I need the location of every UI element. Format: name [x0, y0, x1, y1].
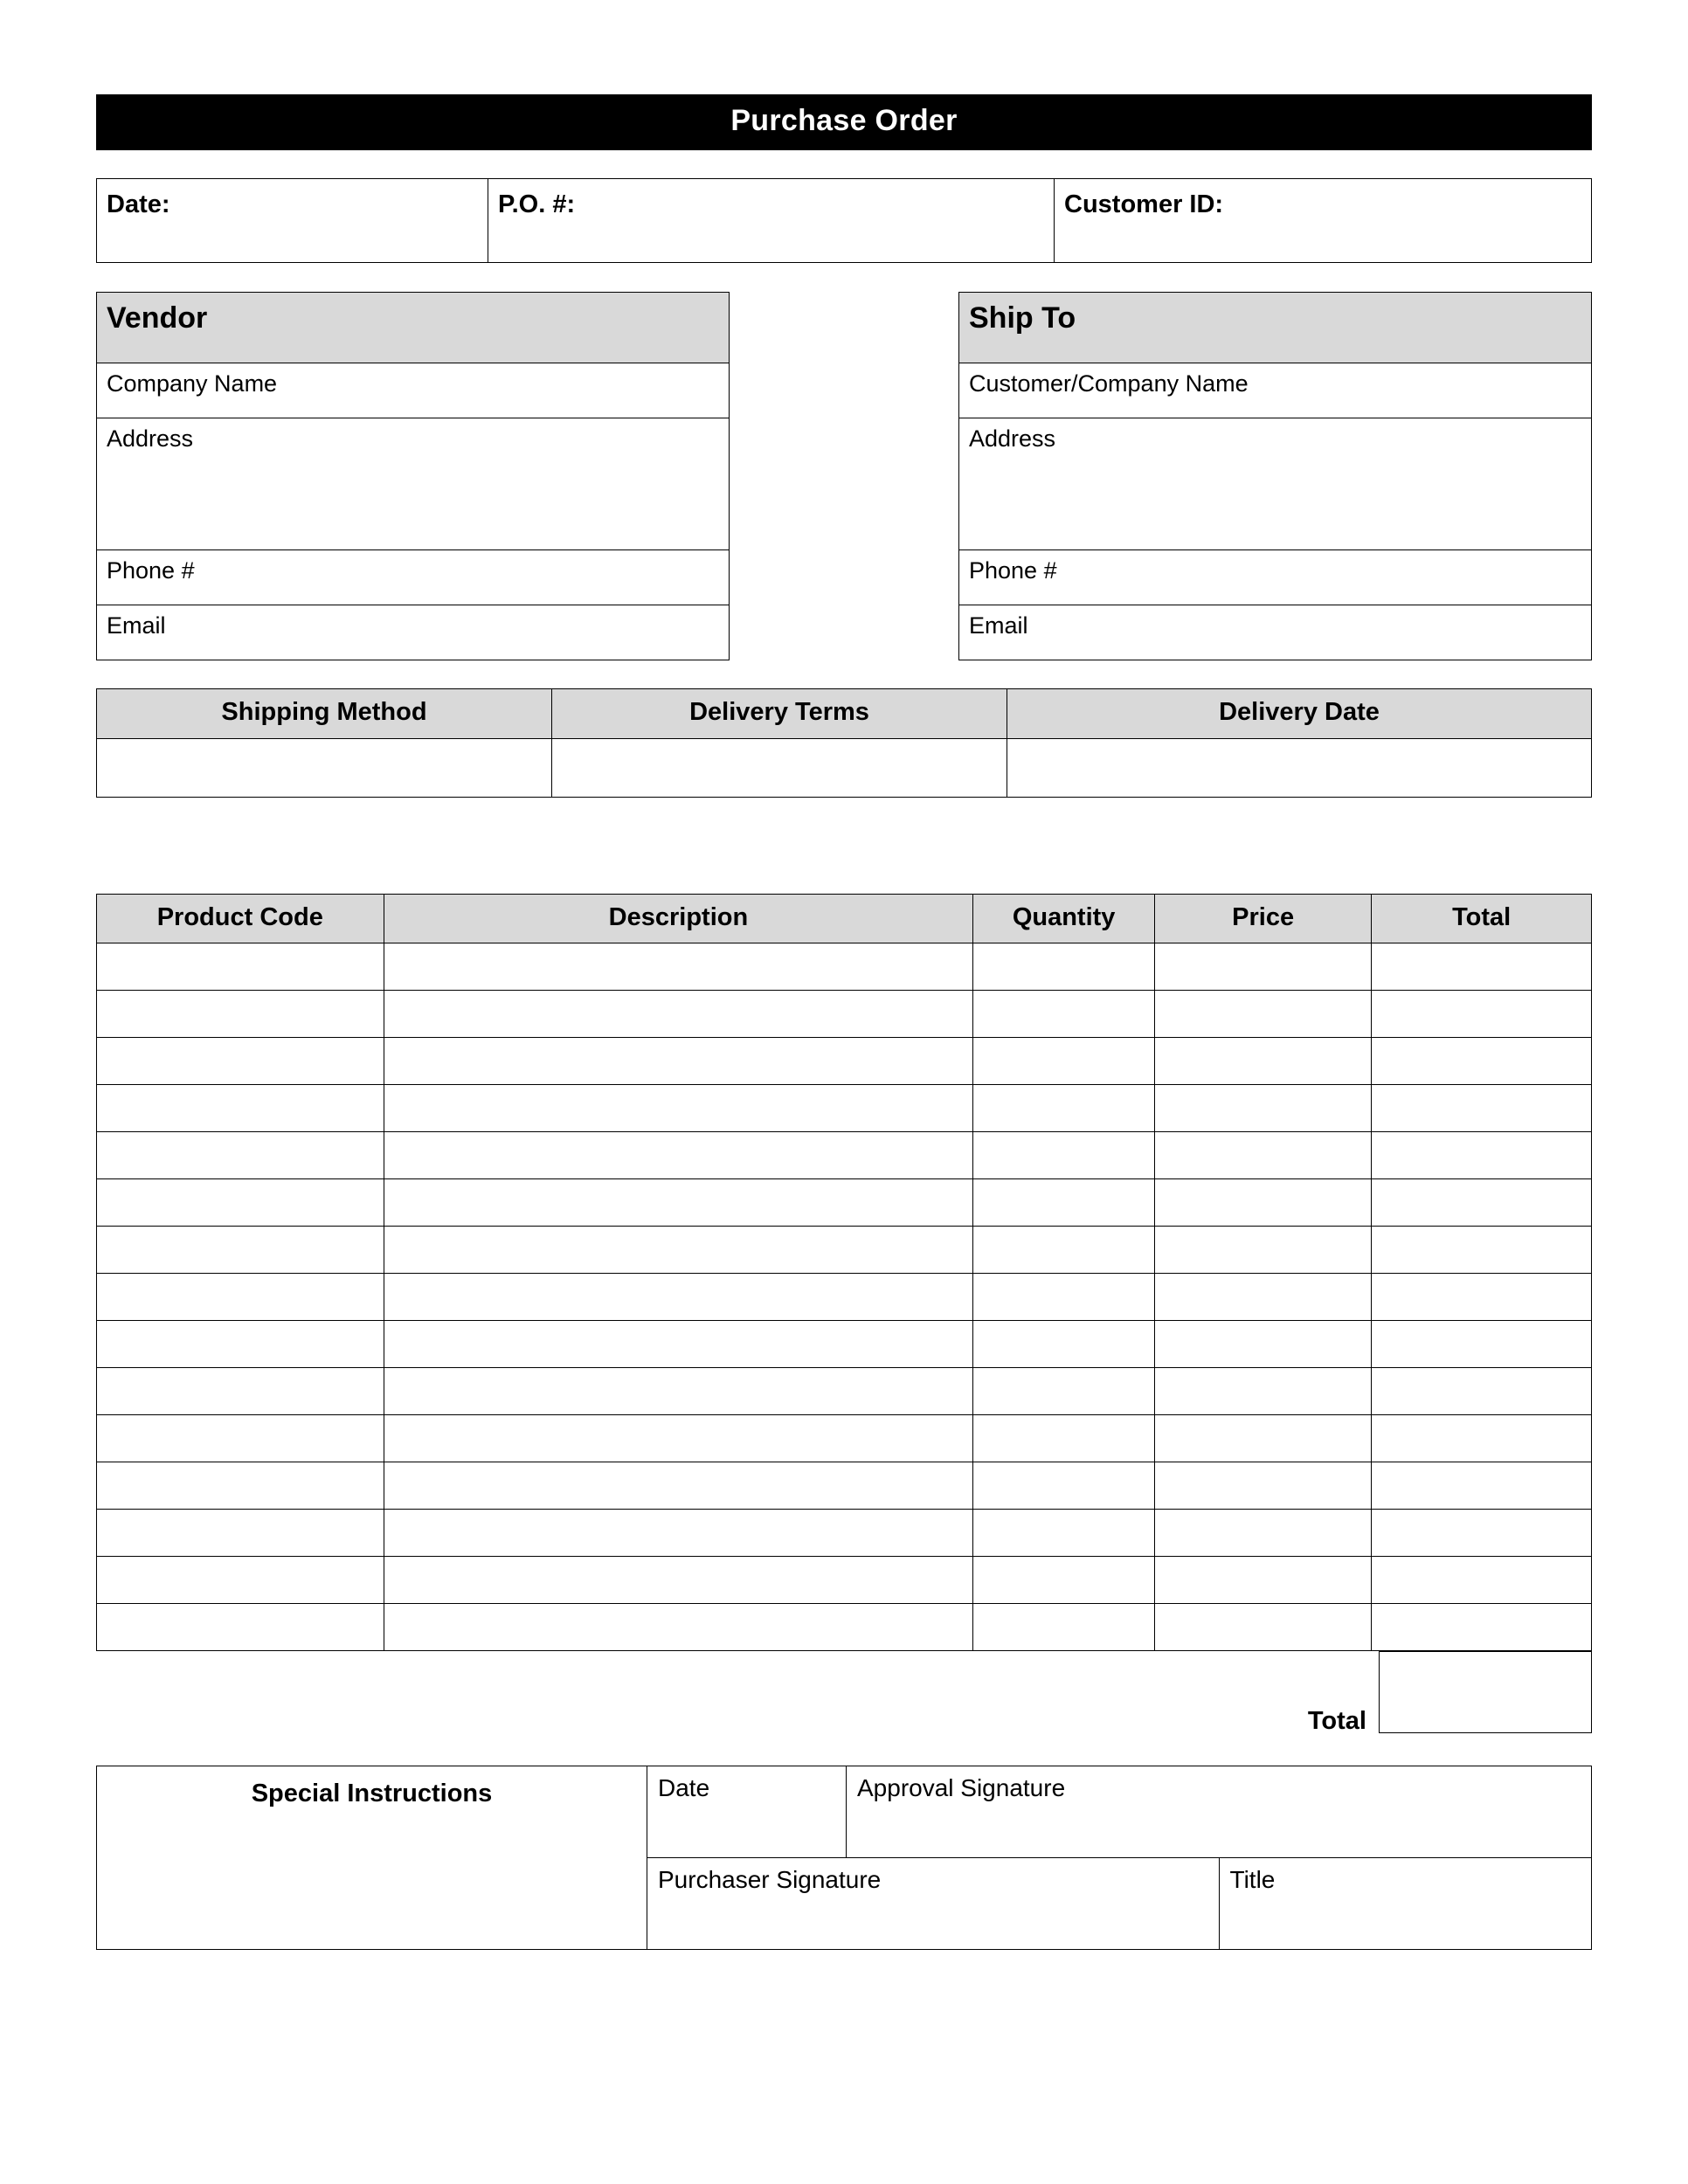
table-row [97, 1038, 1592, 1085]
line-total-cell[interactable] [1372, 1085, 1592, 1132]
table-row [97, 363, 730, 418]
delivery-terms-header: Delivery Terms [552, 688, 1007, 738]
product-code-cell[interactable] [97, 1132, 384, 1179]
grand-total-row [96, 1651, 1592, 1736]
quantity-header: Quantity [973, 894, 1155, 943]
purchaser-signature-cell[interactable]: Purchaser Signature [647, 1858, 1220, 1950]
grand-total-label: Total [1307, 1707, 1366, 1736]
table-row [97, 178, 1592, 262]
quantity-cell[interactable] [973, 1604, 1155, 1651]
description-cell[interactable] [384, 1227, 973, 1274]
product-code-cell[interactable] [97, 1462, 384, 1510]
vendor-phone-field[interactable]: Phone # [97, 549, 730, 605]
table-row [97, 605, 730, 660]
table-row [97, 1085, 1592, 1132]
product-code-cell[interactable] [97, 1038, 384, 1085]
table-row [97, 418, 730, 549]
ship-to-block [958, 292, 1592, 660]
shipping-method-value[interactable] [97, 738, 552, 797]
table-row [97, 1604, 1592, 1651]
quantity-cell[interactable] [973, 1510, 1155, 1557]
price-cell[interactable] [1154, 1415, 1371, 1462]
line-items-table [96, 894, 1592, 1652]
product-code-cell[interactable] [97, 1274, 384, 1321]
order-meta-table [96, 178, 1592, 263]
description-cell[interactable] [384, 1132, 973, 1179]
price-cell[interactable] [1154, 1368, 1371, 1415]
line-total-cell[interactable] [1372, 1227, 1592, 1274]
description-cell[interactable] [384, 943, 973, 991]
vendor-company-name-field[interactable]: Company Name [97, 363, 730, 418]
vendor-heading: Vendor [97, 292, 730, 363]
vendor-email-field[interactable]: Email [97, 605, 730, 660]
quantity-cell[interactable] [973, 1227, 1155, 1274]
product-code-cell[interactable] [97, 1415, 384, 1462]
ship-to-heading: Ship To [959, 292, 1592, 363]
table-row [97, 1415, 1592, 1462]
approval-signature-cell[interactable]: Approval Signature [847, 1766, 1592, 1858]
table-row [97, 738, 1592, 797]
table-row [97, 1227, 1592, 1274]
quantity-cell[interactable] [973, 943, 1155, 991]
price-cell[interactable] [1154, 1510, 1371, 1557]
product-code-cell[interactable] [97, 1604, 384, 1651]
ship-to-phone-field[interactable]: Phone # [959, 549, 1592, 605]
special-instructions-cell[interactable]: Special Instructions [97, 1766, 647, 1950]
table-row [97, 943, 1592, 991]
description-cell[interactable] [384, 1415, 973, 1462]
price-cell[interactable] [1154, 1557, 1371, 1604]
line-total-cell[interactable] [1372, 1274, 1592, 1321]
description-cell[interactable] [384, 1085, 973, 1132]
line-total-cell[interactable] [1372, 1604, 1592, 1651]
description-cell[interactable] [384, 1038, 973, 1085]
quantity-cell[interactable] [973, 1557, 1155, 1604]
description-cell[interactable] [384, 991, 973, 1038]
quantity-cell[interactable] [973, 991, 1155, 1038]
line-total-cell[interactable] [1372, 1368, 1592, 1415]
product-code-cell[interactable] [97, 1227, 384, 1274]
quantity-cell[interactable] [973, 1274, 1155, 1321]
price-cell[interactable] [1154, 1274, 1371, 1321]
description-cell[interactable] [384, 1274, 973, 1321]
table-row [97, 1132, 1592, 1179]
description-header: Description [384, 894, 973, 943]
price-cell[interactable] [1154, 1462, 1371, 1510]
quantity-cell[interactable] [973, 1085, 1155, 1132]
product-code-cell[interactable] [97, 1368, 384, 1415]
table-row [97, 1462, 1592, 1510]
table-row [97, 1557, 1592, 1604]
description-cell[interactable] [384, 1604, 973, 1651]
table-row [959, 418, 1592, 549]
po-number-field[interactable]: P.O. #: [488, 178, 1055, 262]
table-row [97, 1368, 1592, 1415]
table-row [97, 1510, 1592, 1557]
table-row [97, 1274, 1592, 1321]
vendor-block [96, 292, 730, 660]
price-header: Price [1154, 894, 1371, 943]
product-code-cell[interactable] [97, 943, 384, 991]
vendor-address-field[interactable]: Address [97, 418, 730, 549]
delivery-terms-value[interactable] [552, 738, 1007, 797]
ship-to-address-field[interactable]: Address [959, 418, 1592, 549]
shipping-details-table [96, 688, 1592, 798]
table-row [97, 991, 1592, 1038]
description-cell[interactable] [384, 1557, 973, 1604]
description-cell[interactable] [384, 1179, 973, 1227]
product-code-cell[interactable] [97, 1557, 384, 1604]
table-header-row [97, 894, 1592, 943]
table-row [97, 292, 730, 363]
ship-to-email-field[interactable]: Email [959, 605, 1592, 660]
price-cell[interactable] [1154, 1132, 1371, 1179]
description-cell[interactable] [384, 1368, 973, 1415]
product-code-cell[interactable] [97, 1321, 384, 1368]
product-code-cell[interactable] [97, 991, 384, 1038]
line-total-cell[interactable] [1372, 1415, 1592, 1462]
table-row [959, 549, 1592, 605]
line-total-cell[interactable] [1372, 1179, 1592, 1227]
total-header: Total [1372, 894, 1592, 943]
grand-total-value[interactable] [1379, 1651, 1592, 1733]
quantity-cell[interactable] [973, 1179, 1155, 1227]
line-total-cell[interactable] [1372, 1321, 1592, 1368]
line-items-body [97, 943, 1592, 1651]
price-cell[interactable] [1154, 943, 1371, 991]
line-total-cell[interactable] [1372, 991, 1592, 1038]
table-row [97, 1179, 1592, 1227]
table-header-row [97, 688, 1592, 738]
table-row [97, 1766, 1592, 1858]
product-code-cell[interactable] [97, 1085, 384, 1132]
footer-table [96, 1766, 1592, 1950]
line-total-cell[interactable] [1372, 1557, 1592, 1604]
line-total-cell[interactable] [1372, 1132, 1592, 1179]
line-total-cell[interactable] [1372, 1038, 1592, 1085]
table-row [97, 1321, 1592, 1368]
product-code-cell[interactable] [97, 1179, 384, 1227]
page-title: Purchase Order [96, 94, 1592, 150]
table-row [959, 292, 1592, 363]
quantity-cell[interactable] [973, 1368, 1155, 1415]
delivery-date-value[interactable] [1007, 738, 1592, 797]
price-cell[interactable] [1154, 1321, 1371, 1368]
table-row [97, 549, 730, 605]
product-code-header: Product Code [97, 894, 384, 943]
description-cell[interactable] [384, 1462, 973, 1510]
description-cell[interactable] [384, 1510, 973, 1557]
date-field[interactable]: Date: [97, 178, 488, 262]
product-code-cell[interactable] [97, 1510, 384, 1557]
table-row [959, 605, 1592, 660]
line-total-cell[interactable] [1372, 1462, 1592, 1510]
quantity-cell[interactable] [973, 1321, 1155, 1368]
price-cell[interactable] [1154, 1085, 1371, 1132]
price-cell[interactable] [1154, 1038, 1371, 1085]
price-cell[interactable] [1154, 1179, 1371, 1227]
price-cell[interactable] [1154, 991, 1371, 1038]
table-row [959, 363, 1592, 418]
delivery-date-header: Delivery Date [1007, 688, 1592, 738]
purchase-order-sheet [96, 94, 1592, 1950]
customer-id-field[interactable]: Customer ID: [1055, 178, 1592, 262]
line-total-cell[interactable] [1372, 1510, 1592, 1557]
title-signature-cell[interactable]: Title [1219, 1858, 1592, 1950]
quantity-cell[interactable] [973, 1462, 1155, 1510]
line-total-cell[interactable] [1372, 943, 1592, 991]
quantity-cell[interactable] [973, 1038, 1155, 1085]
quantity-cell[interactable] [973, 1415, 1155, 1462]
description-cell[interactable] [384, 1321, 973, 1368]
address-section [96, 292, 1592, 660]
date-signature-cell[interactable]: Date [647, 1766, 847, 1858]
ship-to-company-name-field[interactable]: Customer/Company Name [959, 363, 1592, 418]
price-cell[interactable] [1154, 1604, 1371, 1651]
shipping-method-header: Shipping Method [97, 688, 552, 738]
price-cell[interactable] [1154, 1227, 1371, 1274]
quantity-cell[interactable] [973, 1132, 1155, 1179]
